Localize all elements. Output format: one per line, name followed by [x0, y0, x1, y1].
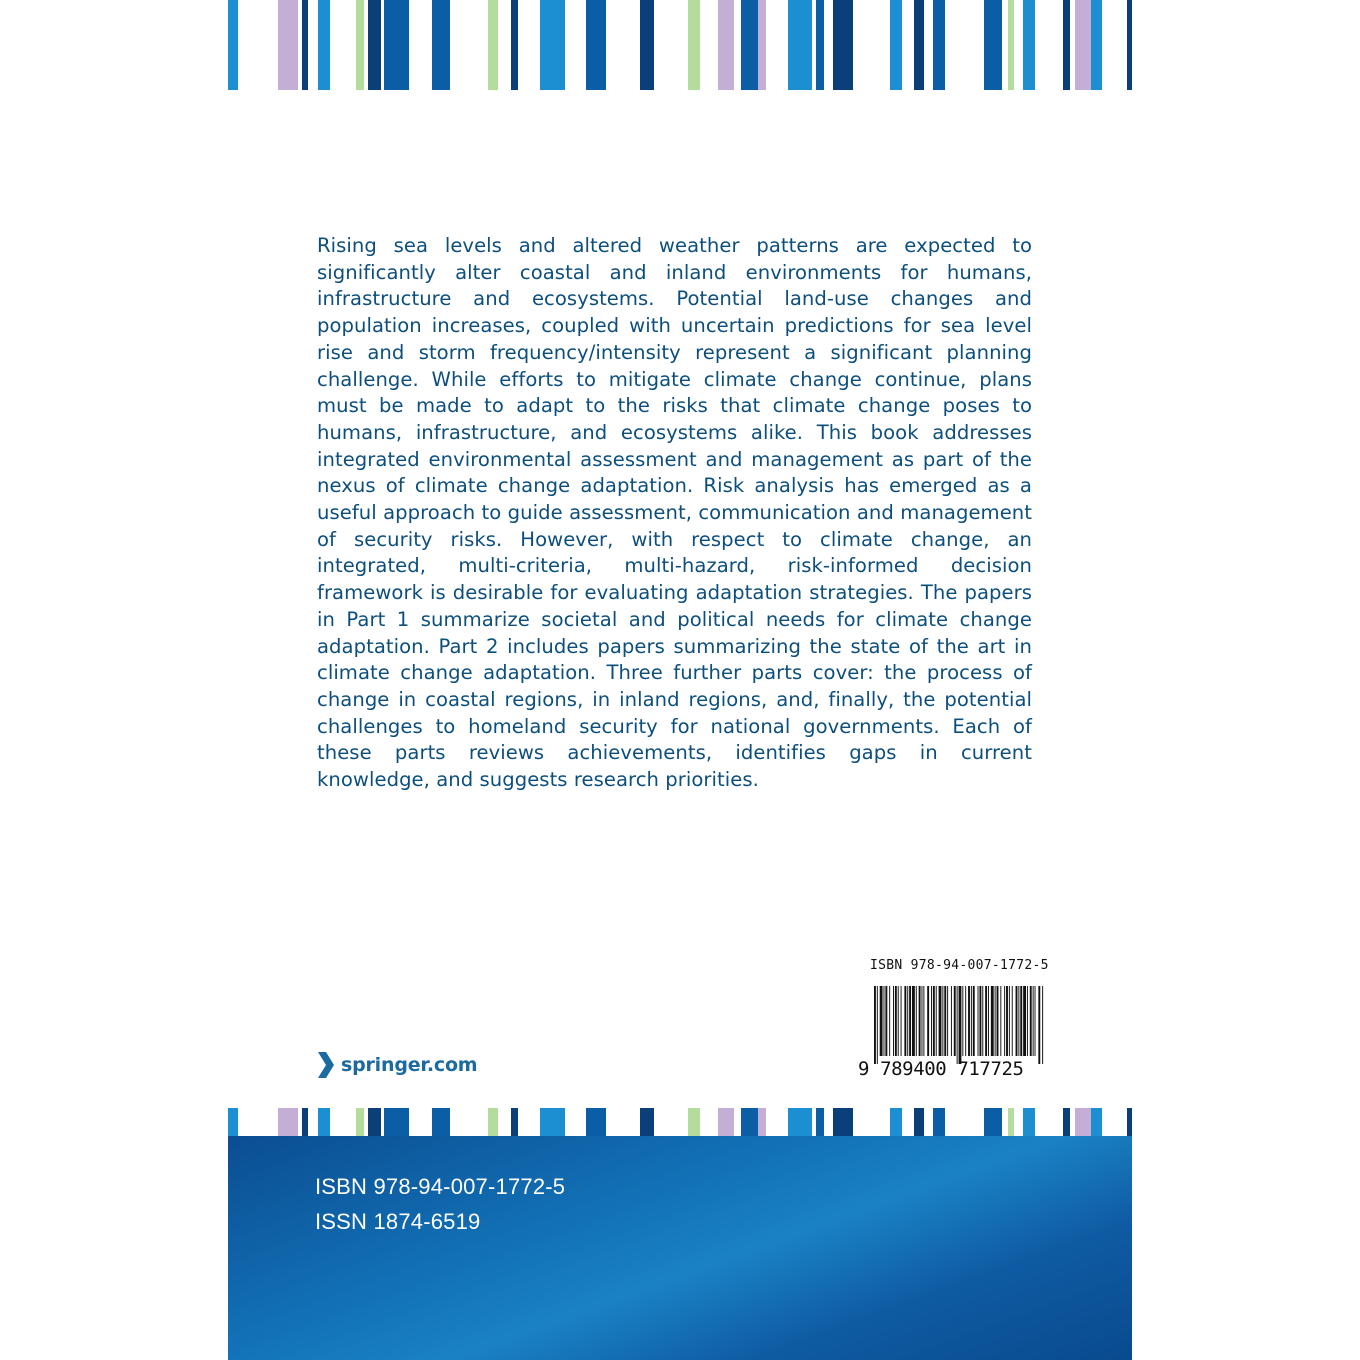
- decorative-stripe: [511, 1108, 518, 1138]
- decorative-stripe: [1008, 0, 1014, 90]
- decorative-stripe: [1023, 1108, 1035, 1138]
- decorative-stripe: [688, 1108, 700, 1138]
- decorative-stripe: [933, 0, 945, 90]
- book-description: Rising sea levels and altered weather patterns are expected to significantly alter coastal and inland environments for humans, infrastructure and ecosystems. Potential land-use changes and population increases, coupled with uncertain predictions for sea level rise and storm frequency/intensity represent a significant planning challenge. While efforts to mitigate climate change continue, plans must be made to adapt to the risks that climate change poses to humans, infrastructure, and ecosystems alike. This book addresses integrated environmental assessment and management as part of the nexus of climate change adaptation. Risk analysis has emerged as a useful approach to guide assessment, communication and management of security risks. However, with respect to climate change, an integrated, multi-criteria, multi-hazard, risk-informed decision framework is desirable for evaluating adaptation strategies. The papers in Part 1 summarize societal and political needs for climate change adaptation. Part 2 includes papers summarizing the state of the art in climate change adaptation. Three further parts cover: the process of change in coastal regions, in inland regions, and, finally, the potential challenges to homeland security for national governments. Each of these parts reviews achievements, identifies gaps in current knowledge, and suggests research priorities.: [317, 234, 1032, 792]
- decorative-stripe: [302, 0, 308, 90]
- decorative-stripe: [384, 1108, 409, 1138]
- decorative-stripe: [816, 1108, 824, 1138]
- decorative-stripe: [788, 1108, 812, 1138]
- decorative-stripe: [1075, 1108, 1091, 1138]
- decorative-stripe: [718, 0, 734, 90]
- decorative-stripe: [1063, 0, 1070, 90]
- decorative-stripe: [586, 0, 606, 90]
- decorative-stripe: [758, 0, 766, 90]
- decorative-stripe: [432, 0, 450, 90]
- publisher-link[interactable]: [316, 1049, 477, 1081]
- decorative-stripe: [890, 1108, 902, 1138]
- decorative-stripe: [278, 0, 298, 90]
- decorative-stripe: [302, 1108, 308, 1138]
- decorative-stripe: [356, 1108, 364, 1138]
- decorative-stripe: [788, 0, 812, 90]
- decorative-stripe: [368, 1108, 381, 1138]
- decorative-stripe: [933, 1108, 945, 1138]
- blue-footer-panel: [228, 1136, 1132, 1360]
- decorative-stripe: [384, 0, 409, 90]
- decorative-stripe: [984, 1108, 1002, 1138]
- decorative-stripe: [488, 1108, 498, 1138]
- decorative-stripe: [540, 0, 565, 90]
- decorative-stripe: [1127, 0, 1132, 90]
- decorative-stripe: [1008, 1108, 1014, 1138]
- barcode-digits: 9 789400 717725: [858, 1058, 1024, 1080]
- bottom-stripe-band: [228, 1108, 1132, 1138]
- decorative-stripe: [1091, 0, 1102, 90]
- decorative-stripe: [914, 0, 924, 90]
- decorative-stripe: [1023, 0, 1035, 90]
- decorative-stripe: [356, 0, 364, 90]
- barcode-block: [856, 958, 1056, 1083]
- decorative-stripe: [833, 0, 853, 90]
- decorative-stripe: [758, 1108, 766, 1138]
- decorative-stripe: [318, 0, 330, 90]
- decorative-stripe: [984, 0, 1002, 90]
- decorative-stripe: [586, 1108, 606, 1138]
- barcode-icon: [874, 986, 1044, 1064]
- decorative-stripe: [318, 1108, 330, 1138]
- decorative-stripe: [228, 0, 238, 90]
- top-stripe-band: [228, 0, 1132, 90]
- decorative-stripe: [540, 1108, 565, 1138]
- decorative-stripe: [914, 1108, 924, 1138]
- decorative-stripe: [816, 0, 824, 90]
- decorative-stripe: [1063, 1108, 1070, 1138]
- decorative-stripe: [741, 1108, 758, 1138]
- decorative-stripe: [640, 0, 654, 90]
- decorative-stripe: [511, 0, 518, 90]
- decorative-stripe: [718, 1108, 734, 1138]
- decorative-stripe: [432, 1108, 450, 1138]
- decorative-stripe: [1127, 1108, 1132, 1138]
- decorative-stripe: [741, 0, 758, 90]
- decorative-stripe: [368, 0, 381, 90]
- decorative-stripe: [688, 0, 700, 90]
- decorative-stripe: [278, 1108, 298, 1138]
- decorative-stripe: [890, 0, 902, 90]
- decorative-stripe: [228, 1108, 238, 1138]
- decorative-stripe: [833, 1108, 853, 1138]
- book-back-cover: [228, 0, 1132, 1360]
- barcode-isbn-label: ISBN 978-94-007-1772-5: [870, 958, 1049, 973]
- decorative-stripe: [488, 0, 498, 90]
- publisher-url: springer.com: [341, 1054, 478, 1076]
- decorative-stripe: [1075, 0, 1091, 90]
- panel-issn: ISSN 1874-6519: [315, 1209, 481, 1234]
- panel-isbn: ISBN 978-94-007-1772-5: [315, 1174, 566, 1199]
- chevron-right-icon: [316, 1050, 336, 1080]
- decorative-stripe: [1091, 1108, 1102, 1138]
- decorative-stripe: [640, 1108, 654, 1138]
